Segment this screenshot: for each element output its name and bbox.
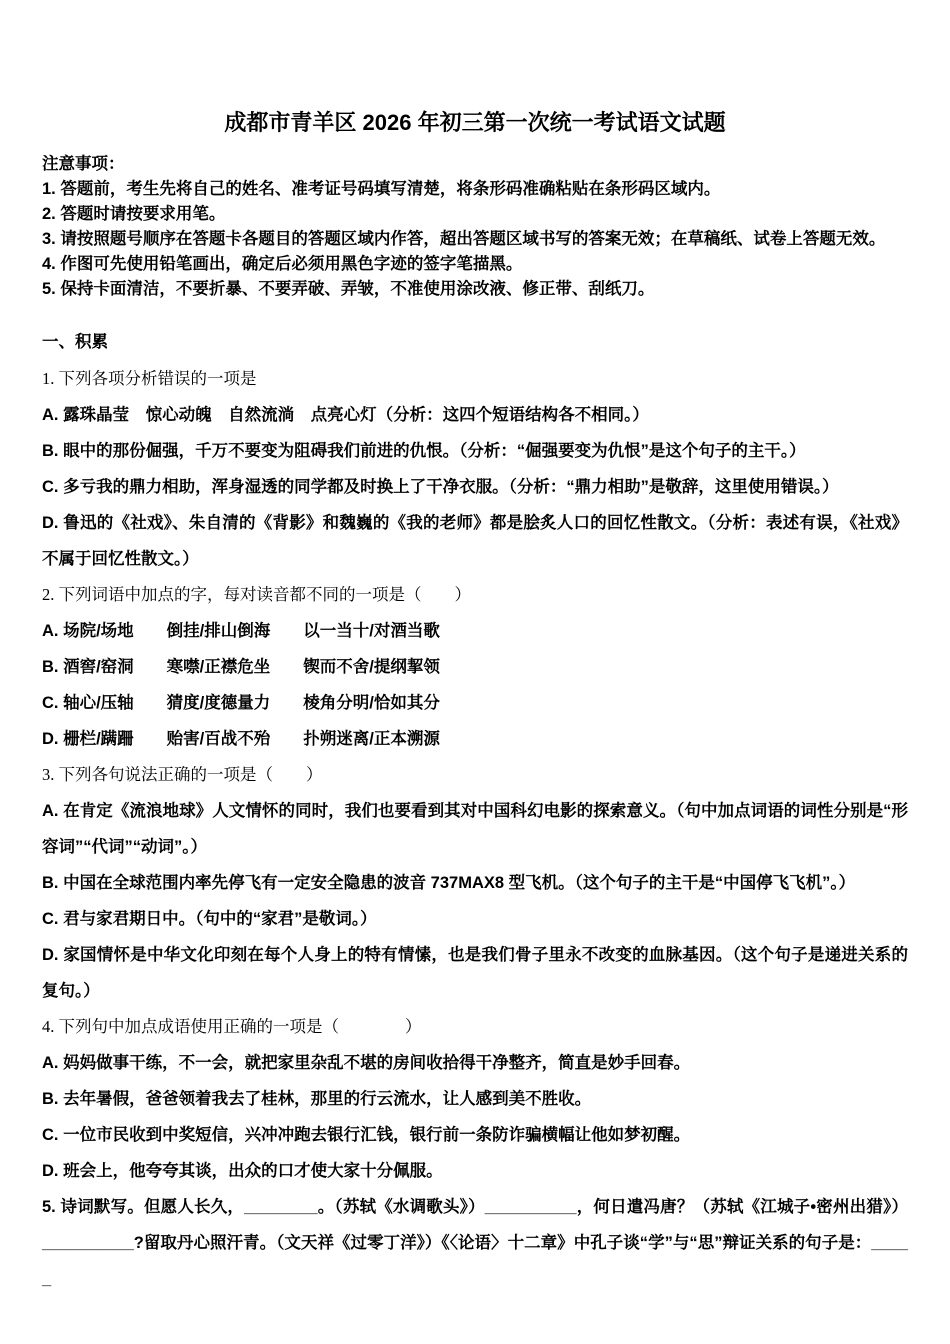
question-2-stem: 2. 下列词语中加点的字，每对读音都不同的一项是（ ） [42,585,471,604]
exam-title: 成都市青羊区 2026 年初三第一次统一考试语文试题 [224,110,726,135]
question-2-option-c: C. 轴心/压轴 猜度/度德量力 棱角分明/恰如其分 [42,694,440,712]
question-4-stem: 4. 下列句中加点成语使用正确的一项是（ ） [42,1017,422,1036]
notice-item-2: 2. 答题时请按要求用笔。 [42,205,226,223]
question-3 [42,757,908,1009]
question-2-option-a: A. 场院/场地 倒挂/排山倒海 以一当十/对酒当歌 [42,622,440,640]
question-1 [42,361,908,577]
question-1-option-a: A. 露珠晶莹 惊心动魄 自然流淌 点亮心灯（分析：这四个短语结构各不相同。） [42,406,649,424]
question-3-option-c: C. 君与家君期日中。（句中的“家君”是敬词。） [42,910,377,928]
question-4-option-c: C. 一位市民收到中奖短信，兴冲冲跑去银行汇钱，银行前一条防诈骗横幅让他如梦初醒。 [42,1126,691,1144]
notice-item-5: 5. 保持卡面清洁，不要折暴、不要弄破、弄皱，不准使用涂改液、修正带、刮纸刀。 [42,280,655,298]
notice-item-1: 1. 答题前，考生先将自己的姓名、准考证号码填写清楚，将条形码准确粘贴在条形码区域内。 [42,180,721,198]
question-1-option-c: C. 多亏我的鼎力相助，浑身湿透的同学都及时换上了干净衣服。（分析：“鼎力相助”是敬辞，这里使用错误。） [42,478,839,496]
question-2 [42,577,908,757]
notice-heading: 注意事项： [42,155,125,173]
question-1-stem: 1. 下列各项分析错误的一项是 [42,369,257,388]
question-4 [42,1009,908,1189]
question-3-option-a: A. 在肯定《流浪地球》人文情怀的同时，我们也要看到其对中国科幻电影的探索意义。（句中加点词语的词性分别是“形容词”“代词”“动词”。） [42,802,908,856]
question-3-stem: 3. 下列各句说法正确的一项是（ ） [42,765,323,784]
question-1-option-d: D. 鲁迅的《社戏》、朱自清的《背影》和魏巍的《我的老师》都是脍炙人口的回忆性散文。（分析：表述有误，《社戏》不属于回忆性散文。） [42,514,908,568]
question-4-option-a: A. 妈妈做事干练，不一会，就把家里杂乱不堪的房间收拾得干净整齐，简直是妙手回春。 [42,1054,691,1072]
question-5 [42,1189,908,1297]
question-4-option-d: D. 班会上，他夸夸其谈，出众的口才使大家十分佩服。 [42,1162,443,1180]
question-1-option-b: B. 眼中的那份倔强，千万不要变为阻碍我们前进的仇恨。（分析：“倔强要变为仇恨”是这个句子的主干。） [42,442,806,460]
notice-item-4: 4. 作图可先使用铅笔画出，确定后必须用黑色字迹的签字笔描黑。 [42,255,523,273]
notice-block [42,152,908,302]
question-3-option-d: D. 家国情怀是中华文化印刻在每个人身上的特有情愫，也是我们骨子里永不改变的血脉基因。（这个句子是递进关系的复句。） [42,946,908,1000]
section-heading-accumulation: 一、积累 [42,333,108,351]
question-5-stem: 5. 诗词默写。但愿人长久，________。（苏轼《水调歌头》）__________，何日遣冯唐？（苏轼《江城子•密州出猎》）__________?留取丹心照汗青。（文天祥《过零丁洋》）《〈论语〉十二章》中孔子谈“学”与“思”辩证关系的句子是：_____ [42,1198,908,1288]
question-3-option-b: B. 中国在全球范围内率先停飞有一定安全隐患的波音 737MAX8 型飞机。（这个句子的主干是“中国停飞飞机”。） [42,874,856,892]
question-2-option-b: B. 酒窖/窑洞 寒噤/正襟危坐 锲而不舍/提纲挈领 [42,658,440,676]
question-2-option-d: D. 栅栏/蹒跚 贻害/百战不殆 扑朔迷离/正本溯源 [42,730,440,748]
notice-item-3: 3. 请按照题号顺序在答题卡各题目的答题区域内作答，超出答题区域书写的答案无效；在草稿纸、试卷上答题无效。 [42,230,886,248]
question-4-option-b: B. 去年暑假，爸爸领着我去了桂林，那里的行云流水，让人感到美不胜收。 [42,1090,592,1108]
